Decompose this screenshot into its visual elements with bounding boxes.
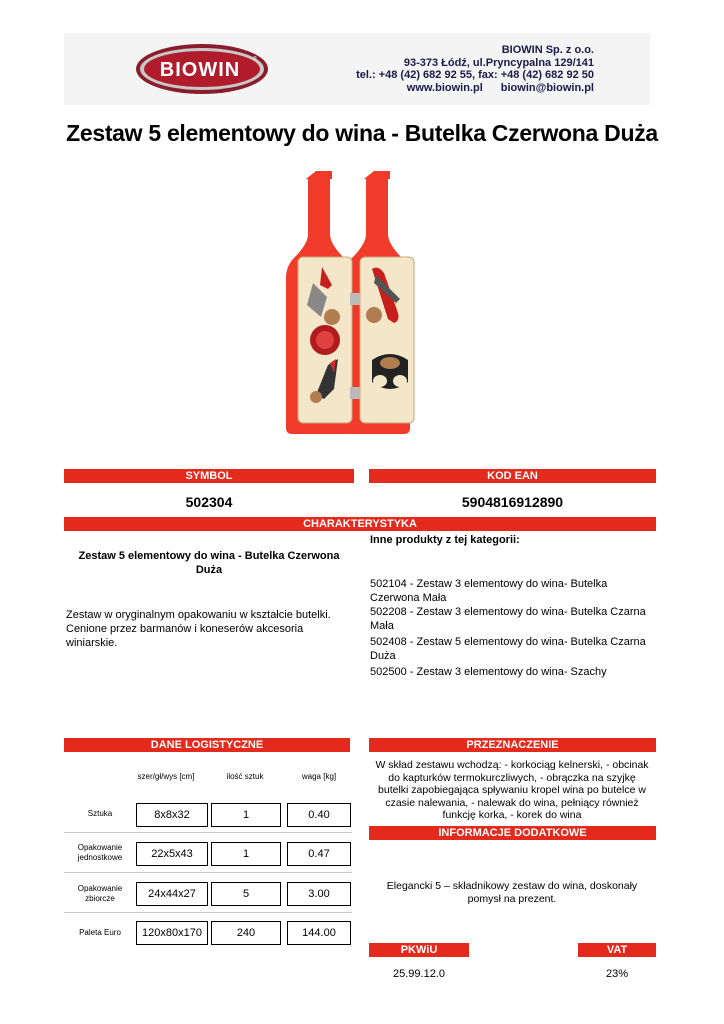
dims-value: 8x8x32 xyxy=(136,803,208,827)
pkwiu-value: 25.99.12.0 xyxy=(393,968,445,980)
row-divider xyxy=(64,832,352,833)
qty-value: 1 xyxy=(211,842,281,866)
product-image xyxy=(280,165,430,437)
product-description: Zestaw w oryginalnym opakowaniu w kształcie butelki. Cenione przez barmanów i koneserów akcesoria winiarskie. xyxy=(66,609,331,649)
logistics-row-label: Opakowanie jednostkowe xyxy=(77,843,123,862)
additional-info-header: INFORMACJE DODATKOWE xyxy=(369,826,656,840)
other-product-item[interactable]: 502208 - Zestaw 3 elementowy do wina- Butelka Czarna Mała xyxy=(370,606,646,632)
weight-column-header: waga [kg] xyxy=(301,772,337,781)
company-email-link[interactable]: biowin@biowin.pl xyxy=(500,81,594,94)
ean-value: 5904816912890 xyxy=(461,494,564,510)
dims-column-header: szer/gł/wys [cm] xyxy=(137,772,195,781)
characteristics-header: CHARAKTERYSTYKA xyxy=(64,517,656,531)
company-name: BIOWIN Sp. z o.o. xyxy=(501,44,594,56)
weight-value: 3.00 xyxy=(287,882,351,906)
row-divider xyxy=(64,872,352,873)
other-product-item[interactable]: 502104 - Zestaw 3 elementowy do wina- Butelka Czerwona Mała xyxy=(370,578,608,604)
row-divider xyxy=(64,912,352,913)
dims-value: 22x5x43 xyxy=(136,842,208,866)
company-web-link[interactable]: www.biowin.pl xyxy=(406,81,483,94)
symbol-header: SYMBOL xyxy=(64,469,354,483)
dims-value: 120x80x170 xyxy=(136,921,208,945)
ean-header: KOD EAN xyxy=(369,469,656,483)
other-product-item[interactable]: 502500 - Zestaw 3 elementowy do wina- Szachy xyxy=(370,666,607,678)
additional-info-text: Elegancki 5 – składnikowy zestaw do wina, doskonały pomysł na prezent. xyxy=(386,880,638,905)
qty-column-header: ilość sztuk xyxy=(226,772,264,781)
symbol-value: 502304 xyxy=(185,494,233,510)
logistics-row-label: Paleta Euro xyxy=(79,928,121,937)
weight-value: 144.00 xyxy=(287,921,351,945)
logistics-row-label: Opakowanie zbiorcze xyxy=(77,884,123,903)
product-name: Zestaw 5 elementowy do wina - Butelka Czerwona Duża xyxy=(78,550,340,576)
page-title: Zestaw 5 elementowy do wina - Butelka Czerwona Duża xyxy=(66,120,658,146)
biowin-logo xyxy=(135,43,270,95)
svg-text:BIOWIN: BIOWIN xyxy=(159,59,241,81)
company-address: 93-373 Łódź, ul.Pryncypalna 129/141 xyxy=(403,56,594,69)
pkwiu-header: PKWiU xyxy=(369,943,469,957)
dims-value: 24x44x27 xyxy=(136,882,208,906)
vat-header: VAT xyxy=(578,943,656,957)
logistics-row-label: Sztuka xyxy=(87,809,113,818)
qty-value: 5 xyxy=(211,882,281,906)
company-phone: tel.: +48 (42) 682 92 55, fax: +48 (42) 682 92 50 xyxy=(356,69,594,81)
weight-value: 0.47 xyxy=(287,842,351,866)
other-product-item[interactable]: 502408 - Zestaw 5 elementowy do wina- Butelka Czarna Duża xyxy=(370,636,646,662)
svg-text:®: ® xyxy=(253,56,257,62)
purpose-header: PRZEZNACZENIE xyxy=(369,738,656,752)
qty-value: 1 xyxy=(211,803,281,827)
logistics-header: DANE LOGISTYCZNE xyxy=(64,738,350,752)
purpose-text: W skład zestawu wchodzą: - korkociąg kelnerski, - obcinak do kapturków termokurczliwych, - obrączka na szyjkę butelki zapobiegająca spływaniu kropel wina po butelce w czasie nalewania, - nalewak do wina, pełniący również funkcję korka, - korek do wina xyxy=(375,759,649,821)
weight-value: 0.40 xyxy=(287,803,351,827)
company-info xyxy=(340,44,594,94)
qty-value: 240 xyxy=(211,921,281,945)
other-products-label: Inne produkty z tej kategorii: xyxy=(370,534,520,546)
vat-value: 23% xyxy=(605,968,629,980)
